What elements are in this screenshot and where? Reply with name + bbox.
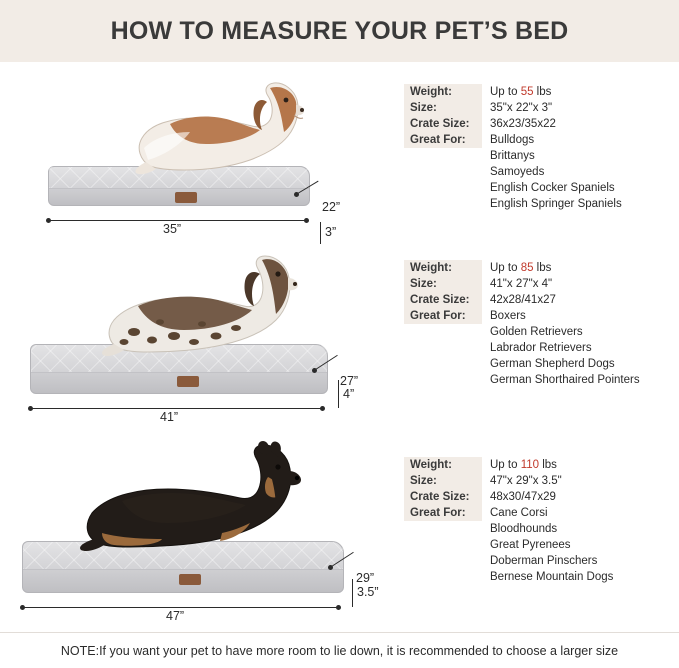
- spec-value-size-1: 35"x 22"x 3": [490, 102, 553, 114]
- spec-row-weight-3: [404, 457, 617, 473]
- page-header: [0, 0, 679, 62]
- spec-row-size-2: [404, 276, 644, 292]
- spec-value-greatfor-1-0: Bulldogs: [490, 134, 535, 146]
- dim-line-length-1: [49, 220, 305, 221]
- weight-prefix-1: Up to: [490, 86, 521, 98]
- bed-row-1: [0, 62, 679, 240]
- spec-value-size-3: 47"x 29"x 3.5": [490, 475, 562, 487]
- spec-value-greatfor-2-2: Labrador Retrievers: [490, 342, 592, 354]
- dim-line-height-3: [352, 579, 353, 607]
- dim-height-1: 3”: [325, 225, 337, 239]
- spec-row-crate-2: [404, 292, 644, 308]
- dim-dot: [294, 192, 299, 197]
- spec-value-weight-2: [482, 260, 644, 276]
- spec-label-blank: [404, 324, 482, 340]
- dim-dot: [312, 368, 317, 373]
- spec-row-crate-3: [404, 489, 617, 505]
- spec-label-greatfor: Great For:: [404, 505, 482, 521]
- page-title: HOW TO MEASURE YOUR PET’S BED: [110, 16, 569, 45]
- dog-illustration-doberman: [72, 441, 312, 557]
- spec-label-crate: Crate Size:: [404, 116, 482, 132]
- spec-label-blank: [404, 356, 482, 372]
- spec-label-greatfor: Great For:: [404, 132, 482, 148]
- spec-value-greatfor-1-4: English Springer Spaniels: [490, 198, 622, 210]
- spec-table-2: [404, 260, 644, 388]
- spec-value-crate-3: 48x30/47x29: [490, 491, 556, 503]
- spec-label-weight: Weight:: [404, 457, 482, 473]
- bed-specs-2: [404, 260, 679, 455]
- spec-value-greatfor-1-1: Brittanys: [490, 150, 535, 162]
- spec-value-weight-3: [482, 457, 617, 473]
- dog-illustration-brittany: [110, 74, 310, 182]
- spec-table-1: [404, 84, 626, 212]
- spec-row-greatfor-1: [404, 164, 626, 180]
- weight-suffix-3: lbs: [539, 459, 557, 471]
- spec-row-greatfor-2: [404, 372, 644, 388]
- spec-value-size-2: 41"x 27"x 4": [490, 278, 553, 290]
- spec-row-greatfor-2: [404, 308, 644, 324]
- footer-note: [0, 632, 679, 668]
- spec-row-greatfor-2: [404, 356, 644, 372]
- dim-length-2: 41”: [160, 410, 179, 424]
- weight-number-2: 85: [520, 262, 534, 274]
- spec-label-crate: Crate Size:: [404, 292, 482, 308]
- weight-prefix-2: Up to: [490, 262, 521, 274]
- spec-label-blank: [404, 180, 482, 196]
- bed-illustration-1: [0, 62, 400, 240]
- spec-label-weight: Weight:: [404, 260, 482, 276]
- spec-label-blank: [404, 569, 482, 585]
- bed-row-2: [0, 240, 679, 435]
- spec-row-size-1: [404, 100, 626, 116]
- spec-label-crate: Crate Size:: [404, 489, 482, 505]
- spec-row-weight-2: [404, 260, 644, 276]
- spec-row-greatfor-3: [404, 521, 617, 537]
- spec-row-greatfor-3: [404, 505, 617, 521]
- brand-tag-2: [177, 376, 199, 387]
- spec-row-greatfor-3: [404, 569, 617, 585]
- bed-row-3: [0, 435, 679, 630]
- spec-row-greatfor-3: [404, 537, 617, 553]
- spec-label-greatfor: Great For:: [404, 308, 482, 324]
- weight-number-3: 110: [520, 459, 540, 471]
- spec-row-size-3: [404, 473, 617, 489]
- bed-specs-3: [404, 457, 679, 652]
- spec-row-greatfor-1: [404, 180, 626, 196]
- spec-label-blank: [404, 521, 482, 537]
- spec-row-greatfor-2: [404, 340, 644, 356]
- spec-row-greatfor-1: [404, 132, 626, 148]
- bed-illustration-2: [0, 240, 400, 435]
- spec-value-greatfor-2-4: German Shorthaired Pointers: [490, 374, 640, 386]
- spec-value-greatfor-1-3: English Cocker Spaniels: [490, 182, 615, 194]
- dim-width-3: 29”: [356, 571, 375, 585]
- spec-value-greatfor-3-3: Doberman Pinschers: [490, 555, 598, 567]
- dim-width-1: 22”: [322, 200, 341, 214]
- spec-label-blank: [404, 148, 482, 164]
- spec-value-crate-1: 36x23/35x22: [490, 118, 556, 130]
- dim-height-3: 3.5”: [357, 585, 379, 599]
- spec-value-crate-2: 42x28/41x27: [490, 294, 556, 306]
- spec-label-size: Size:: [404, 276, 482, 292]
- spec-value-greatfor-2-3: German Shepherd Dogs: [490, 358, 615, 370]
- spec-value-weight-1: [482, 84, 626, 100]
- brand-tag-1: [175, 192, 197, 203]
- spec-label-size: Size:: [404, 473, 482, 489]
- dim-line-length-3: [23, 607, 337, 608]
- spec-label-weight: Weight:: [404, 84, 482, 100]
- dim-length-1: 35”: [163, 222, 182, 236]
- weight-number-1: 55: [520, 86, 534, 98]
- spec-label-blank: [404, 372, 482, 388]
- bed-specs-1: [404, 84, 679, 262]
- spec-label-blank: [404, 553, 482, 569]
- weight-suffix-2: lbs: [533, 262, 552, 274]
- spec-value-greatfor-3-4: Bernese Mountain Dogs: [490, 571, 614, 583]
- spec-table-3: [404, 457, 617, 585]
- spec-value-greatfor-1-2: Samoyeds: [490, 166, 545, 178]
- spec-row-weight-1: [404, 84, 626, 100]
- dim-width-2: 27”: [340, 374, 359, 388]
- spec-label-blank: [404, 196, 482, 212]
- spec-row-greatfor-1: [404, 196, 626, 212]
- spec-value-greatfor-3-0: Cane Corsi: [490, 507, 548, 519]
- spec-value-greatfor-2-1: Golden Retrievers: [490, 326, 583, 338]
- dim-dot: [328, 565, 333, 570]
- footer-note-text: NOTE:If you want your pet to have more room to lie down, it is recommended to choose a larger size: [60, 643, 619, 658]
- dim-height-2: 4”: [343, 387, 355, 401]
- spec-label-blank: [404, 537, 482, 553]
- spec-label-size: Size:: [404, 100, 482, 116]
- spec-row-greatfor-1: [404, 148, 626, 164]
- spec-row-crate-1: [404, 116, 626, 132]
- spec-label-blank: [404, 164, 482, 180]
- bed-illustration-3: [0, 435, 400, 630]
- weight-prefix-3: Up to: [490, 459, 521, 471]
- weight-suffix-1: lbs: [533, 86, 552, 98]
- dim-length-3: 47”: [166, 609, 185, 623]
- dog-illustration-pointer: [90, 250, 310, 362]
- spec-label-blank: [404, 340, 482, 356]
- spec-row-greatfor-2: [404, 324, 644, 340]
- spec-row-greatfor-3: [404, 553, 617, 569]
- spec-value-greatfor-3-2: Great Pyrenees: [490, 539, 571, 551]
- dim-line-length-2: [31, 408, 321, 409]
- dim-line-height-2: [338, 380, 339, 408]
- brand-tag-3: [179, 574, 201, 585]
- spec-value-greatfor-3-1: Bloodhounds: [490, 523, 558, 535]
- spec-value-greatfor-2-0: Boxers: [490, 310, 526, 322]
